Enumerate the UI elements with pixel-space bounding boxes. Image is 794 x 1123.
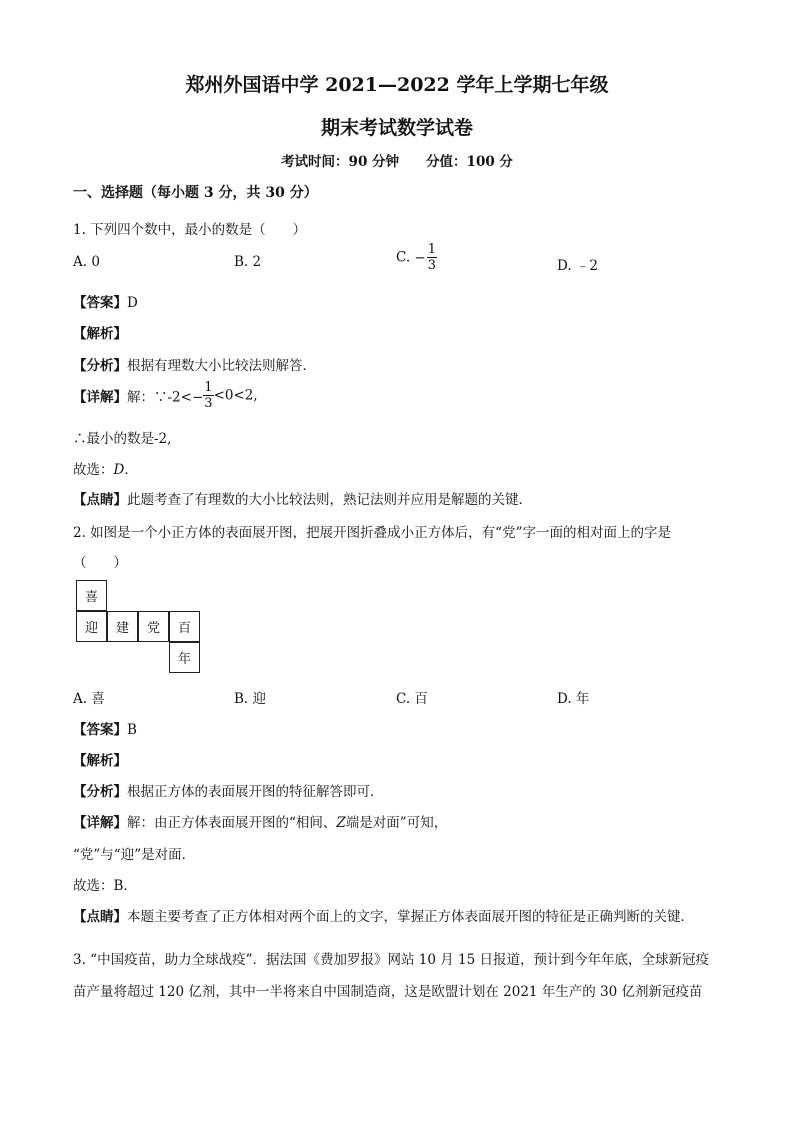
net-cell-row-4: 百 bbox=[169, 611, 200, 642]
exam-info: 考试时间：90 分钟 分值：100 分 bbox=[281, 154, 513, 170]
fraction-numerator: 1 bbox=[204, 380, 213, 395]
q3-line1: 3. “中国疫苗，助力全球战疫”．据法国《费加罗报》网站 10 月 15 日报道，预计到今年年底，全球新冠疫 bbox=[73, 952, 709, 968]
q2-stem-line2: （ ） bbox=[73, 555, 127, 571]
q2-option-c: C. 百 bbox=[396, 691, 428, 707]
choice-value: D bbox=[113, 462, 125, 478]
q1-option-c-prefix: C. bbox=[396, 249, 411, 266]
answer-value: D bbox=[127, 295, 138, 311]
q2-fenxi bbox=[73, 780, 384, 800]
fenxi-text: 根据正方体的表面展开图的特征解答即可． bbox=[127, 784, 384, 800]
q1-option-c-minus: − bbox=[414, 249, 426, 266]
q1-dianjing bbox=[73, 488, 532, 508]
q1-stem: 1. 下列四个数中，最小的数是（ ） bbox=[73, 222, 307, 238]
fraction-denominator: 3 bbox=[204, 396, 213, 411]
q1-fenxi bbox=[73, 354, 316, 374]
net-cell-row-1: 迎 bbox=[76, 611, 107, 642]
section-title: 一、选择题（每小题 3 分，共 30 分） bbox=[73, 185, 318, 201]
detail-pre: 解：∵-2<− bbox=[127, 389, 204, 406]
q1-analysis-tag: 【解析】 bbox=[73, 326, 127, 342]
q1-option-c-fraction bbox=[427, 243, 437, 272]
answer-tag: 【答案】 bbox=[73, 295, 127, 311]
choice-suffix: ． bbox=[124, 462, 138, 478]
q2-option-d: D. 年 bbox=[557, 691, 590, 707]
net-cell-bottom: 年 bbox=[169, 642, 200, 673]
q2-choice: 故选：B． bbox=[73, 878, 137, 894]
fenxi-tag: 【分析】 bbox=[73, 358, 127, 374]
q1-option-d: D. ﹣2 bbox=[557, 258, 599, 274]
q2-detail-line2: “党”与“迎”是对面． bbox=[73, 847, 196, 863]
detail-pre: 解：由正方体表面展开图的“相间、 bbox=[127, 815, 337, 831]
fraction-denominator: 3 bbox=[427, 258, 437, 273]
q1-detail bbox=[73, 381, 258, 410]
q1-answer bbox=[73, 291, 138, 311]
q1-option-a: A. 0 bbox=[73, 254, 100, 270]
q3-line2: 苗产量将超过 120 亿剂，其中一半将来自中国制造商，这是欧盟计划在 2021 年生产的 30 亿剂新冠疫苗 bbox=[73, 984, 703, 1000]
fraction-numerator: 1 bbox=[427, 242, 437, 257]
dianjing-tag: 【点睛】 bbox=[73, 492, 127, 508]
q1-conclusion: ∴最小的数是-2, bbox=[73, 431, 172, 447]
q1-choice bbox=[73, 458, 138, 478]
q2-stem-line1: 2. 如图是一个小正方体的表面展开图，把展开图折叠成小正方体后，有“党”字一面的相对面上的字是 bbox=[73, 525, 671, 541]
dianjing-text: 此题考查了有理数的大小比较法则，熟记法则并应用是解题的关键． bbox=[127, 492, 532, 508]
cube-net-figure bbox=[76, 580, 204, 676]
q2-dianjing bbox=[73, 905, 694, 925]
q2-answer bbox=[73, 718, 137, 738]
q1-option-c bbox=[396, 243, 437, 272]
q2-analysis-tag: 【解析】 bbox=[73, 753, 127, 769]
q1-detail-fraction bbox=[203, 381, 213, 410]
q2-detail bbox=[73, 811, 447, 831]
choice-prefix: 故选： bbox=[73, 462, 114, 478]
q2-option-a: A. 喜 bbox=[73, 691, 105, 707]
dianjing-tag: 【点睛】 bbox=[73, 909, 127, 925]
net-cell-row-3: 党 bbox=[138, 611, 169, 642]
answer-value: B bbox=[127, 722, 137, 738]
net-cell-top: 喜 bbox=[76, 580, 107, 611]
q2-option-b: B. 迎 bbox=[234, 691, 267, 707]
fenxi-text: 根据有理数大小比较法则解答． bbox=[127, 358, 316, 374]
detail-post: 端是对面”可知， bbox=[345, 815, 448, 831]
detail-post: <0<2, bbox=[213, 387, 258, 404]
q1-option-b: B. 2 bbox=[234, 254, 262, 270]
exam-title-line2: 期末考试数学试卷 bbox=[320, 117, 473, 139]
detail-z: Z bbox=[336, 815, 346, 831]
answer-tag: 【答案】 bbox=[73, 722, 127, 738]
detail-tag: 【详解】 bbox=[73, 815, 127, 831]
exam-title-line1: 郑州外国语中学 2021—2022 学年上学期七年级 bbox=[185, 74, 609, 96]
fenxi-tag: 【分析】 bbox=[73, 784, 127, 800]
net-cell-row-2: 建 bbox=[107, 611, 138, 642]
dianjing-text: 本题主要考查了正方体相对两个面上的文字，掌握正方体表面展开图的特征是正确判断的关键． bbox=[127, 909, 694, 925]
detail-tag: 【详解】 bbox=[73, 389, 127, 406]
